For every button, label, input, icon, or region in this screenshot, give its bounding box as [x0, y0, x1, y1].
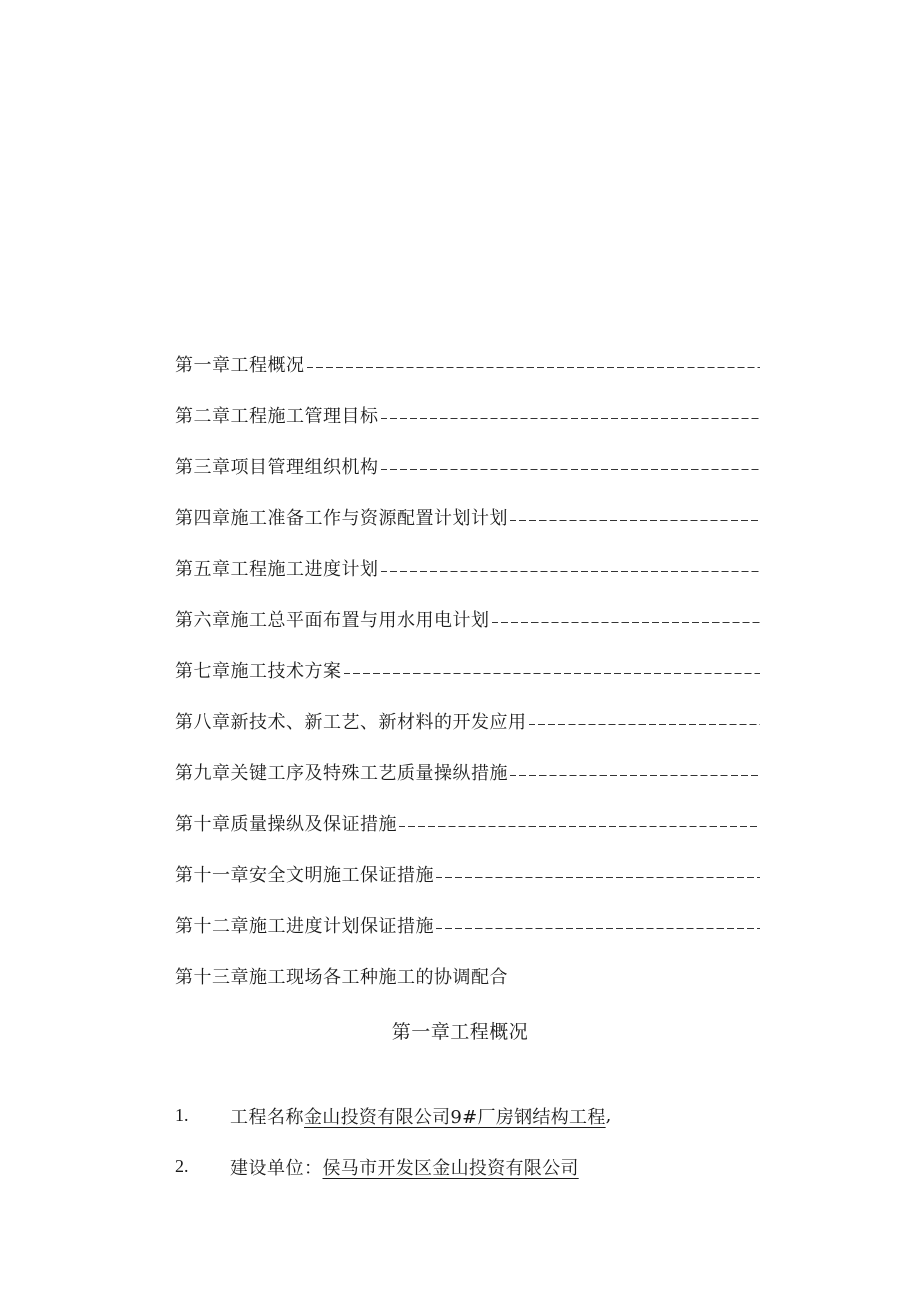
toc-entry [175, 952, 760, 1003]
toc-leader-dashes [381, 418, 761, 419]
item-number: 1. [175, 1105, 189, 1125]
toc-entry [175, 799, 760, 850]
toc-entry-title: 第三章项目管理组织机构 [175, 456, 379, 478]
toc-entry-title: 第九章关键工序及特殊工艺质量操纵措施 [175, 762, 508, 784]
toc-entry-title: 第十三章施工现场各工种施工的协调配合 [175, 966, 508, 988]
toc-entry [175, 544, 760, 595]
toc-entry-title: 第四章施工准备工作与资源配置计划计划 [175, 507, 508, 529]
toc-leader-dashes [381, 571, 761, 572]
chapter-heading: 第一章工程概况 [391, 1021, 529, 1043]
project-overview-list [175, 1090, 775, 1192]
item-label: 建设单位： [230, 1157, 323, 1179]
toc-leader-dashes [307, 367, 761, 368]
overview-item-project-name [175, 1090, 775, 1141]
toc-entry-title: 第一章工程概况 [175, 354, 305, 376]
toc-entry [175, 340, 760, 391]
item-label: 工程名称 [230, 1106, 304, 1128]
overview-item-client [175, 1141, 775, 1192]
toc-entry-title: 第十二章施工进度计划保证措施 [175, 915, 434, 937]
toc-entry [175, 391, 760, 442]
table-of-contents [175, 340, 760, 1003]
toc-entry [175, 850, 760, 901]
toc-entry [175, 901, 760, 952]
toc-entry [175, 493, 760, 544]
toc-entry [175, 646, 760, 697]
item-number: 2. [175, 1156, 189, 1176]
toc-entry-title: 第十章质量操纵及保证措施 [175, 813, 397, 835]
toc-entry-title: 第六章施工总平面布置与用水用电计划 [175, 609, 490, 631]
toc-entry [175, 748, 760, 799]
project-name-value: 金山投资有限公司9#厂房钢结构工程 [304, 1106, 606, 1128]
toc-entry [175, 595, 760, 646]
toc-leader-dashes [492, 622, 761, 623]
toc-entry-title: 第八章新技术、新工艺、新材料的开发应用 [175, 711, 527, 733]
toc-leader-dashes [436, 928, 760, 929]
toc-entry [175, 442, 760, 493]
toc-entry [175, 697, 760, 748]
toc-leader-dashes [510, 520, 760, 521]
toc-leader-dashes [399, 826, 760, 827]
item-suffix: , [605, 1105, 612, 1126]
toc-entry-title: 第五章工程施工进度计划 [175, 558, 379, 580]
toc-leader-dashes [344, 673, 761, 674]
toc-entry-title: 第七章施工技术方案 [175, 660, 342, 682]
client-value: 侯马市开发区金山投资有限公司 [322, 1157, 579, 1179]
toc-leader-dashes [436, 877, 760, 878]
toc-entry-title: 第二章工程施工管理目标 [175, 405, 379, 427]
toc-leader-dashes [529, 724, 761, 725]
toc-entry-title: 第十一章安全文明施工保证措施 [175, 864, 434, 886]
toc-leader-dashes [381, 469, 761, 470]
toc-leader-dashes [510, 775, 760, 776]
